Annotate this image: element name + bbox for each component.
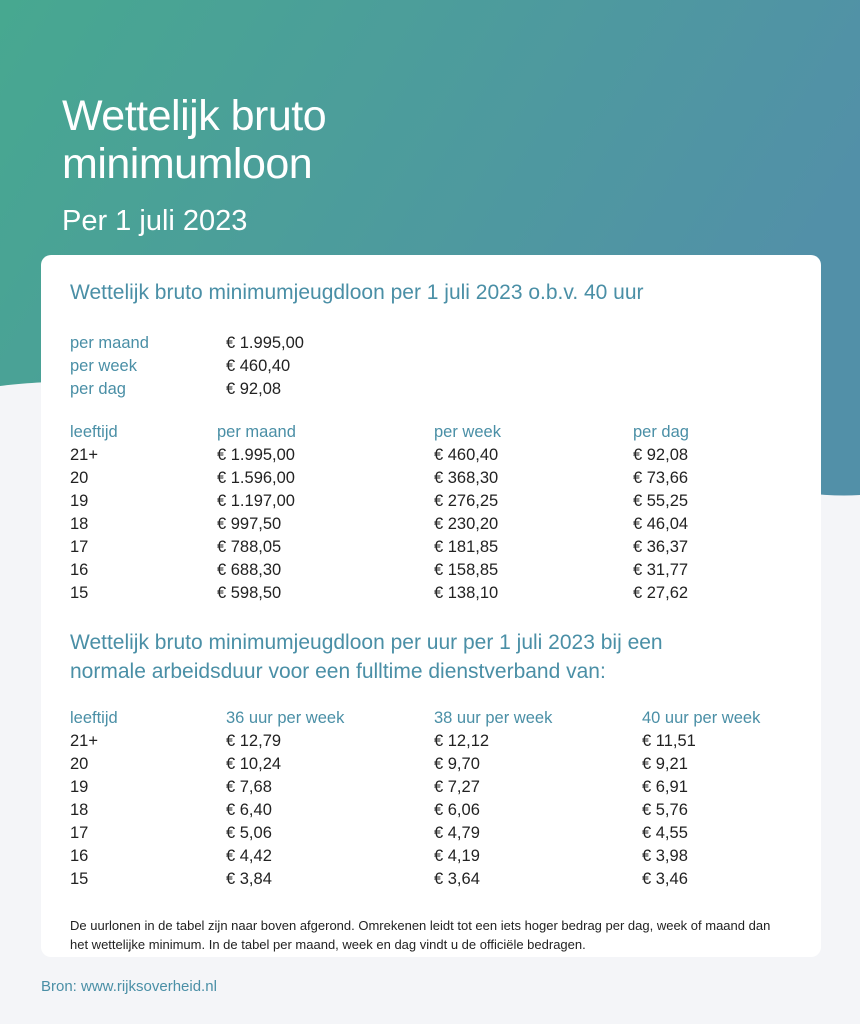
table-cell: € 3,46: [642, 870, 688, 888]
footnote-line-1: De uurlonen in de tabel zijn naar boven afgerond. Omrekenen leidt tot een iets hoger bedrag per dag, week of maand dan: [70, 918, 771, 933]
table-cell: 16: [70, 561, 89, 579]
table-cell: € 73,66: [633, 469, 689, 487]
title-line-2: minimumloon: [62, 140, 313, 188]
table-cell: 15: [70, 584, 89, 602]
column-header: per week: [434, 423, 501, 441]
summary-value: € 92,08: [226, 380, 282, 398]
table-cell: € 138,10: [434, 584, 499, 602]
footnote: [70, 916, 805, 954]
table-cell: € 158,85: [434, 561, 499, 579]
section2-heading-line-1: Wettelijk bruto minimumjeugdloon per uur per 1 juli 2023 bij een: [70, 631, 663, 654]
title-line-1: Wettelijk bruto: [62, 92, 327, 140]
table-cell: € 1.596,00: [217, 469, 295, 487]
table-cell: 18: [70, 515, 89, 533]
table-cell: € 12,79: [226, 732, 282, 750]
table-cell: € 27,62: [633, 584, 689, 602]
table-cell: € 3,64: [434, 870, 480, 888]
table-cell: € 10,24: [226, 755, 282, 773]
table-cell: € 6,40: [226, 801, 272, 819]
summary-label: per dag: [70, 380, 126, 398]
table-cell: € 9,70: [434, 755, 480, 773]
table-cell: € 5,76: [642, 801, 688, 819]
column-header: 40 uur per week: [642, 709, 761, 727]
table-cell: 17: [70, 824, 89, 842]
table-cell: 15: [70, 870, 89, 888]
table-cell: € 6,91: [642, 778, 688, 796]
table-cell: € 688,30: [217, 561, 282, 579]
table-cell: 20: [70, 469, 89, 487]
table-cell: € 181,85: [434, 538, 499, 556]
column-header: leeftijd: [70, 709, 118, 727]
column-header: 38 uur per week: [434, 709, 553, 727]
column-header: per dag: [633, 423, 689, 441]
table-cell: € 6,06: [434, 801, 480, 819]
table-cell: 21+: [70, 732, 98, 750]
table-cell: € 460,40: [434, 446, 499, 464]
footnote-line-2: het wettelijke minimum. In de tabel per maand, week en dag vindt u de officiële bedragen.: [70, 937, 586, 952]
table-cell: € 4,19: [434, 847, 480, 865]
source-credit: Bron: www.rijksoverheid.nl: [41, 978, 217, 995]
table-cell: € 46,04: [633, 515, 689, 533]
table-cell: 19: [70, 492, 89, 510]
table-cell: € 230,20: [434, 515, 499, 533]
summary-value: € 1.995,00: [226, 334, 304, 352]
table-cell: € 92,08: [633, 446, 689, 464]
summary-label: per maand: [70, 334, 149, 352]
page-title: [62, 92, 326, 188]
section2-heading-line-2: normale arbeidsduur voor een fulltime dienstverband van:: [70, 660, 606, 683]
table-cell: 19: [70, 778, 89, 796]
content-card: [41, 255, 821, 957]
table-cell: € 276,25: [434, 492, 499, 510]
table-cell: € 36,37: [633, 538, 689, 556]
table-cell: 16: [70, 847, 89, 865]
table-cell: 20: [70, 755, 89, 773]
page-subtitle: Per 1 juli 2023: [62, 205, 248, 237]
table-cell: € 11,51: [642, 732, 696, 750]
table-cell: € 368,30: [434, 469, 499, 487]
table-cell: € 788,05: [217, 538, 282, 556]
table-cell: € 598,50: [217, 584, 282, 602]
column-header: per maand: [217, 423, 296, 441]
table-cell: € 55,25: [633, 492, 689, 510]
table-cell: € 7,27: [434, 778, 480, 796]
summary-label: per week: [70, 357, 137, 375]
table-cell: € 9,21: [642, 755, 688, 773]
hero: [62, 92, 326, 238]
table-cell: 18: [70, 801, 89, 819]
table-cell: € 3,84: [226, 870, 272, 888]
table-cell: € 5,06: [226, 824, 272, 842]
table-cell: € 4,55: [642, 824, 688, 842]
column-header: leeftijd: [70, 423, 118, 441]
table-cell: € 1.197,00: [217, 492, 295, 510]
table-cell: € 997,50: [217, 515, 282, 533]
column-header: 36 uur per week: [226, 709, 345, 727]
table-cell: 21+: [70, 446, 98, 464]
table-cell: € 31,77: [633, 561, 689, 579]
summary-value: € 460,40: [226, 357, 291, 375]
section1-heading: Wettelijk bruto minimumjeugdloon per 1 juli 2023 o.b.v. 40 uur: [70, 281, 644, 304]
table-cell: € 4,42: [226, 847, 272, 865]
table-cell: € 3,98: [642, 847, 688, 865]
table-cell: € 12,12: [434, 732, 490, 750]
table-cell: 17: [70, 538, 89, 556]
table-cell: € 4,79: [434, 824, 480, 842]
table-cell: € 1.995,00: [217, 446, 295, 464]
table-cell: € 7,68: [226, 778, 272, 796]
